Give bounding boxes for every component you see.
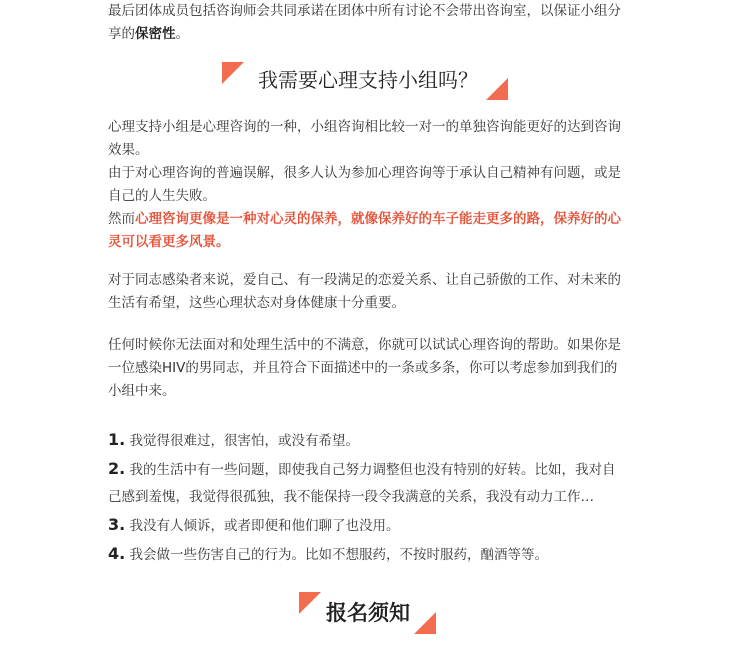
list-text: 我会做一些伤害自己的行为。比如不想服药，不按时服药，酗酒等等。 — [129, 547, 549, 563]
list-text: 我没有人倾诉，或者即便和他们聊了也没用。 — [129, 518, 400, 534]
list-item — [108, 511, 628, 540]
intro-text: 最后团体成员包括咨询师会共同承诺在团体中所有讨论不会带出咨询室，以保证小组分享的 — [108, 3, 621, 42]
paragraph: 任何时候你无法面对和处理生活中的不满意，你就可以试试心理咨询的帮助。如果你是一位感染HIV的男同志，并且符合下面描述中的一条或多条，你可以考虑参加到我们的小组中来。 — [108, 337, 621, 399]
list-number: 4. — [108, 544, 126, 563]
corner-triangle-decoration — [486, 78, 508, 100]
list-number: 1. — [108, 430, 126, 449]
list-number: 2. — [108, 459, 126, 478]
intro-paragraph — [108, 0, 628, 46]
highlight-text: 心理咨询更像是一种对心灵的保养，就像保养好的车子能走更多的路，保养好的心灵可以看更多风景。 — [108, 211, 621, 250]
corner-triangle-decoration — [414, 612, 436, 634]
corner-triangle-decoration — [222, 62, 244, 84]
criteria-list — [108, 426, 628, 569]
corner-triangle-decoration — [299, 592, 321, 614]
list-item — [108, 455, 628, 511]
list-number: 3. — [108, 515, 126, 534]
list-item — [108, 540, 628, 569]
section-heading-registration — [108, 590, 628, 638]
list-text: 我的生活中有一些问题，即使我自己努力调整但也没有特别的好转。比如，我对自己感到羞愧，我觉得很孤独，我不能保持一段令我满意的关系，我没有动力工作… — [108, 462, 616, 505]
paragraph: 对于同志感染者来说，爱自己、有一段满足的恋爱关系、让自己骄傲的工作、对未来的生活有希望，这些心理状态对身体健康十分重要。 — [108, 272, 621, 311]
section-title: 我需要心理支持小组吗？ — [258, 68, 478, 92]
text-block — [108, 116, 628, 254]
section-title: 报名须知 — [326, 601, 410, 625]
paragraph — [108, 208, 628, 254]
paragraph: 由于对心理咨询的普遍误解，很多人认为参加心理咨询等于承认自己精神有问题，或是自己的人生失败。 — [108, 165, 621, 204]
intro-punct: 。 — [175, 26, 189, 42]
paragraph-prefix: 然而 — [108, 211, 135, 227]
confidentiality-bold: 保密性 — [135, 26, 176, 42]
list-text: 我觉得很难过，很害怕，或没有希望。 — [129, 433, 360, 449]
list-item — [108, 426, 628, 455]
text-block — [108, 334, 628, 403]
section-heading-support-group — [108, 62, 628, 102]
text-block — [108, 269, 628, 315]
paragraph: 心理支持小组是心理咨询的一种，小组咨询相比较一对一的单独咨询能更好的达到咨询效果。 — [108, 119, 621, 158]
